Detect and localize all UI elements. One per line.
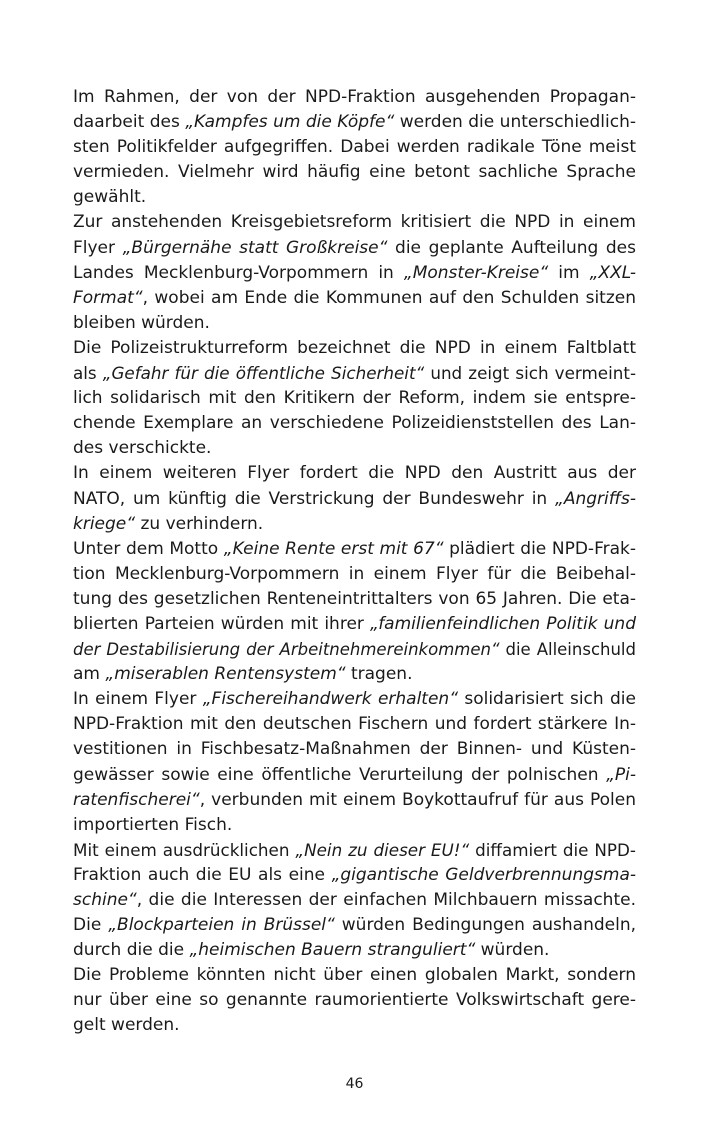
text-run: des verschickte. [73,438,212,459]
quoted-title: „Gefahr für die öffentliche Sicherheit“ [102,363,425,384]
text-line [73,938,636,963]
text-line [73,888,636,913]
text-run: zu verhindern. [135,513,264,534]
text-run: würden. [475,940,550,961]
text-run: Fraktion auch die EU als eine [73,864,332,885]
quoted-title: „Pi- [606,764,636,785]
text-line [73,436,636,461]
text-line [73,587,636,612]
paragraph [73,210,636,335]
text-line [73,813,636,838]
text-line [73,662,636,687]
text-run: blierten Parteien würden mit ihrer [73,613,370,634]
text-line [73,210,636,235]
text-line [73,311,636,336]
text-line [73,110,636,135]
text-run: vermieden. Vielmehr wird häufig eine betont sachliche Sprache [73,162,636,183]
text-run: am [73,664,106,685]
text-line [73,411,636,436]
text-line [73,135,636,160]
quoted-title: der Destabilisierung der Arbeitnehmereinkommen“ [73,640,500,660]
text-line [73,336,636,361]
paragraph [73,838,636,963]
quoted-title: ratenfischerei“ [73,789,200,810]
text-run: nur über eine so genannte raumorientierte Volkswirtschaft gere- [73,990,636,1011]
text-run: , verbunden mit einem Boykottaufruf für aus Polen [199,789,636,810]
quoted-title: „heimischen Bauern stranguliert“ [189,940,476,961]
text-run: , wobei am Ende die Kommunen auf den Schulden sitzen [142,287,636,308]
page-body [73,85,636,1039]
paragraph [73,85,636,210]
text-line [73,863,636,888]
quoted-title: „Angriffs- [555,488,636,509]
text-run: diffamiert die NPD- [469,839,636,860]
text-run: im [548,262,590,283]
text-line [73,461,636,486]
quoted-title: „XXL- [589,262,636,283]
text-line [73,788,636,813]
text-run: gewählt. [73,187,147,208]
text-line [73,712,636,737]
text-run: vestitionen in Fischbesatz-Maßnahmen der Binnen- und Küsten- [73,739,636,760]
quoted-title: „Kampfes um die Köpfe“ [185,112,395,133]
text-run: In einem weiteren Flyer fordert die NPD den Austritt aus der [73,463,636,484]
text-line [73,988,636,1013]
text-line [73,512,636,537]
quoted-title: „gigantische Geldverbrennungsma- [331,864,636,885]
text-run: plädiert die NPD-Frak- [443,538,636,559]
text-run: tung des gesetzlichen Renteneintrittalters von 65 Jahren. Die eta- [73,588,636,609]
paragraph [73,687,636,838]
text-run: solidarisiert sich die [458,689,636,710]
text-run: Die Probleme könnten nicht über einen globalen Markt, sondern [73,965,636,986]
text-line [73,562,636,587]
text-run: Die Polizeistrukturreform bezeichnet die NPD in einem Faltblatt [73,337,636,358]
paragraph [73,963,636,1038]
text-run: daarbeit des [73,112,186,133]
text-run: , die die Interessen der einfachen Milchbauern missachte. [136,890,636,910]
text-run: tion Mecklenburg-Vorpommern in einem Flyer für die Beibehal- [73,563,636,584]
text-line [73,763,636,788]
quoted-title: „Fischereihandwerk erhalten“ [202,689,459,710]
text-run: sten Politikfelder aufgegriffen. Dabei werden radikale Töne meist [73,137,636,158]
text-run: NATO, um künftig die Verstrickung der Bundeswehr in [73,488,556,509]
text-line [73,913,636,938]
text-line [73,737,636,762]
quoted-title: „miserablen Rentensystem“ [105,664,346,685]
text-run: Die [73,915,109,936]
text-line [73,85,636,110]
text-run: Mit einem ausdrücklichen [73,839,296,860]
quoted-title: kriege“ [73,513,136,534]
text-run: gelt werden. [73,1015,180,1036]
paragraph [73,537,636,688]
text-run: NPD-Fraktion mit den deutschen Fischern und fordert stärkere In- [73,714,636,735]
text-run: tragen. [345,664,413,685]
text-run: durch die die [73,940,190,961]
text-run: und zeigt sich vermeint- [424,363,636,384]
quoted-title: schine“ [73,890,137,910]
text-run: chende Exemplare an verschiedene Polizeidienststellen des Lan- [73,413,636,434]
paragraph [73,336,636,461]
quoted-title: „Bürgernähe statt Großkreise“ [122,237,388,258]
quoted-title: Format“ [73,287,143,308]
text-run: Zur anstehenden Kreisgebietsreform kritisiert die NPD in einem [73,212,636,233]
text-run: die Alleinschuld [499,640,636,660]
quoted-title: „Blockparteien in Brüssel“ [108,915,335,936]
text-line [73,687,636,712]
text-run: die geplante Aufteilung des [387,237,637,258]
text-run: importierten Fisch. [73,814,233,835]
quoted-title: „familienfeindlichen Politik und [370,613,636,634]
text-line [73,1013,636,1038]
text-line [73,261,636,286]
paragraph [73,461,636,536]
text-line [73,361,636,386]
text-line [73,160,636,185]
text-line [73,487,636,512]
text-run: Landes Mecklenburg-Vorpommern in [73,262,404,283]
text-run: werden die unterschiedlich- [394,112,636,133]
text-run: als [73,363,103,384]
text-line [73,236,636,261]
text-run: bleiben würden. [73,312,210,333]
text-run: In einem Flyer [73,689,203,710]
text-line [73,537,636,562]
quoted-title: „Keine Rente erst mit 67“ [223,538,444,559]
text-line [73,637,636,662]
text-run: Flyer [73,237,123,258]
text-run: Im Rahmen, der von der NPD-Fraktion ausgehenden Propagan- [73,87,636,107]
quoted-title: „Monster-Kreise“ [403,262,549,283]
text-line [73,963,636,988]
quoted-title: „Nein zu dieser EU!“ [295,839,470,860]
text-run: gewässer sowie eine öffentliche Verurteilung der polnischen [73,764,607,785]
text-line [73,185,636,210]
text-run: würden Bedingungen aushandeln, [334,915,637,936]
text-line [73,612,636,637]
page-number: 46 [345,1076,364,1092]
text-line [73,838,636,863]
text-line [73,386,636,411]
text-run: lich solidarisch mit den Kritikern der Reform, indem sie entspre- [73,388,636,409]
text-run: Unter dem Motto [73,538,224,559]
text-line [73,286,636,311]
